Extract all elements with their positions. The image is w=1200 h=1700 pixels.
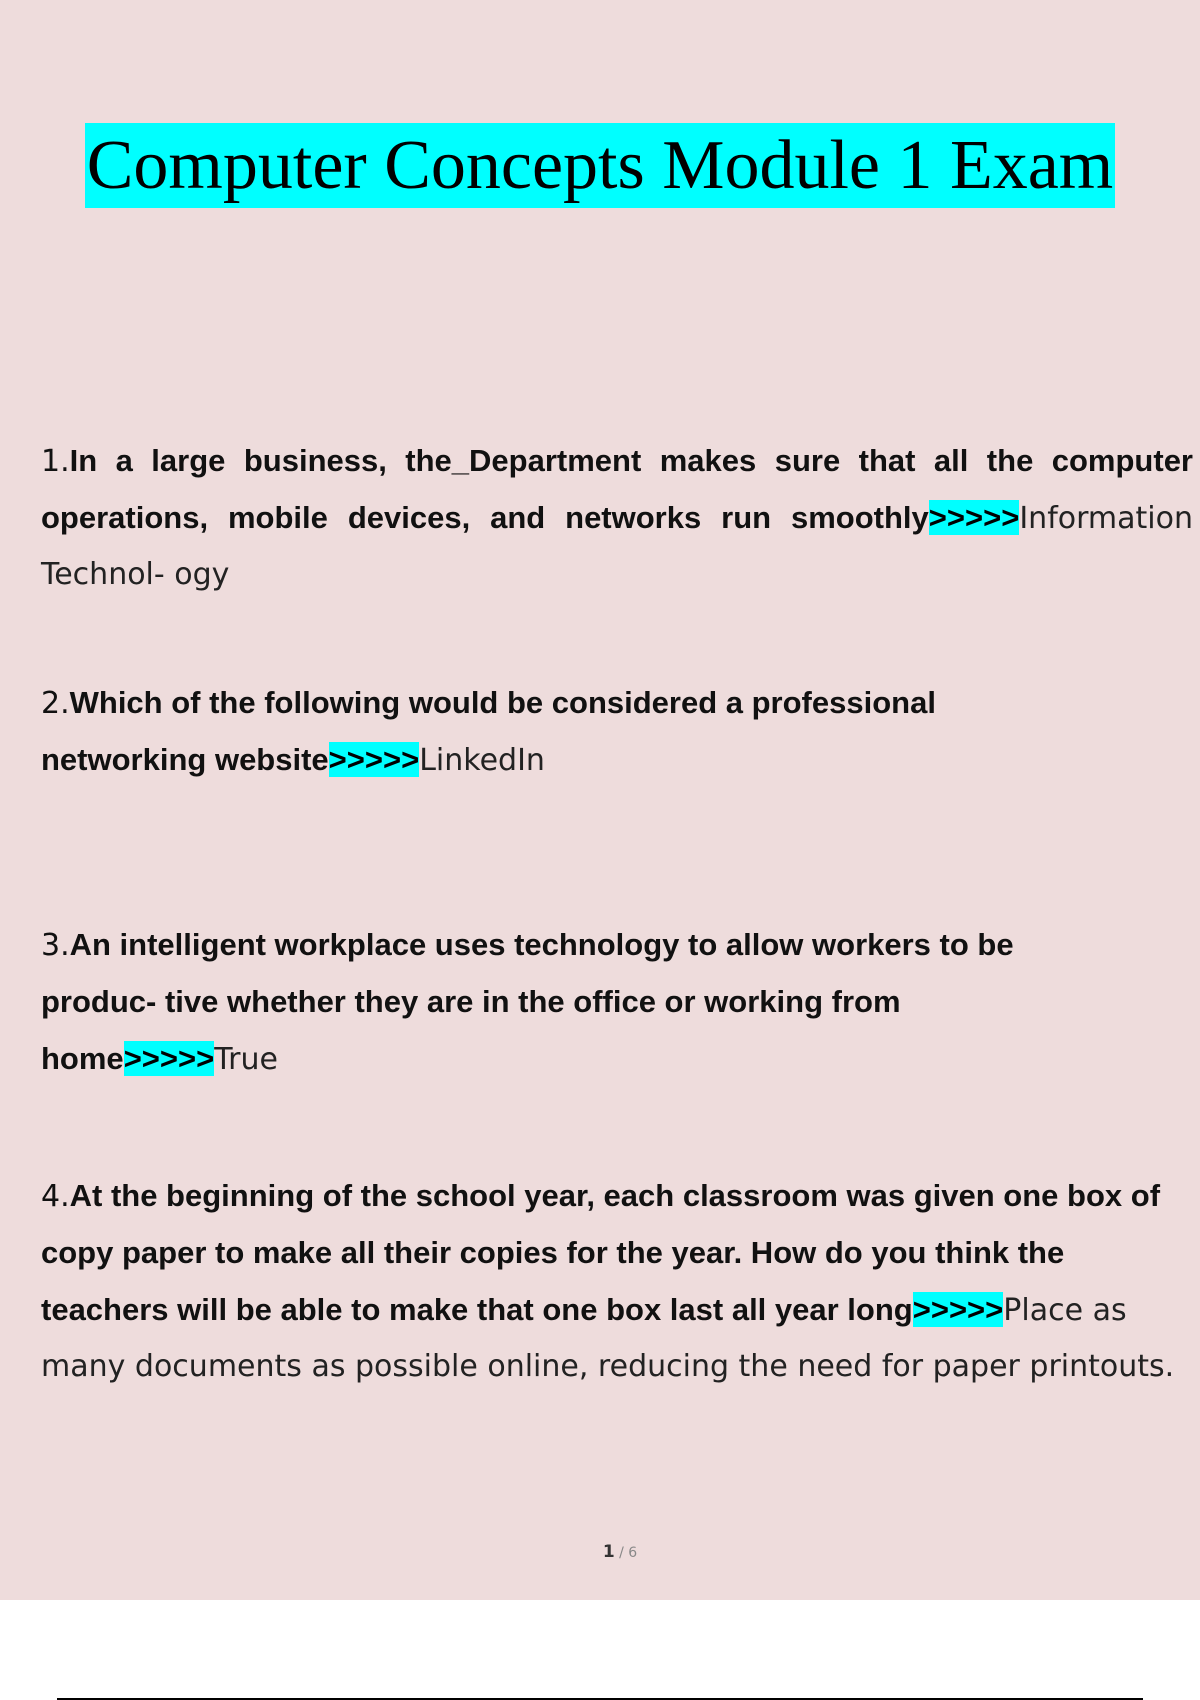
answer-text: True (214, 1042, 278, 1077)
question-text: Which of the following would be considered a professional networking website (41, 685, 936, 777)
answer-arrow: >>>>> (328, 742, 420, 777)
total-pages: / 6 (614, 1545, 638, 1561)
document-title: Computer Concepts Module 1 Exam (85, 123, 1116, 208)
answer-arrow: >>>>> (928, 500, 1020, 535)
question-text: In a large business, the_Department makes sure that all the computer operations, mobile devices, and networks run smoothly (41, 443, 1193, 535)
answer-text: Place as many documents as possible online, reducing the need for paper printouts. (41, 1293, 1175, 1384)
question-2 (41, 675, 981, 789)
question-number: 2. (41, 686, 70, 721)
question-4 (41, 1168, 1181, 1395)
question-text: An intelligent workplace uses technology to allow workers to be produc- tive whether they are in the office or working from home (41, 927, 1014, 1076)
page-indicator (0, 1542, 1200, 1562)
answer-text: Information Technol- ogy (41, 501, 1193, 592)
question-number: 3. (41, 928, 70, 963)
answer-arrow: >>>>> (912, 1292, 1004, 1327)
question-1 (41, 433, 1193, 603)
question-number: 1. (41, 444, 70, 479)
question-number: 4. (41, 1179, 70, 1214)
question-text: At the beginning of the school year, each classroom was given one box of copy paper to make all their copies for the year. How do you think the teachers will be able to make that one box last all year long (41, 1178, 1161, 1327)
answer-text: LinkedIn (419, 743, 545, 778)
question-3 (41, 917, 1071, 1088)
title-container (0, 123, 1200, 208)
current-page: 1 (602, 1542, 615, 1562)
answer-arrow: >>>>> (123, 1041, 215, 1076)
